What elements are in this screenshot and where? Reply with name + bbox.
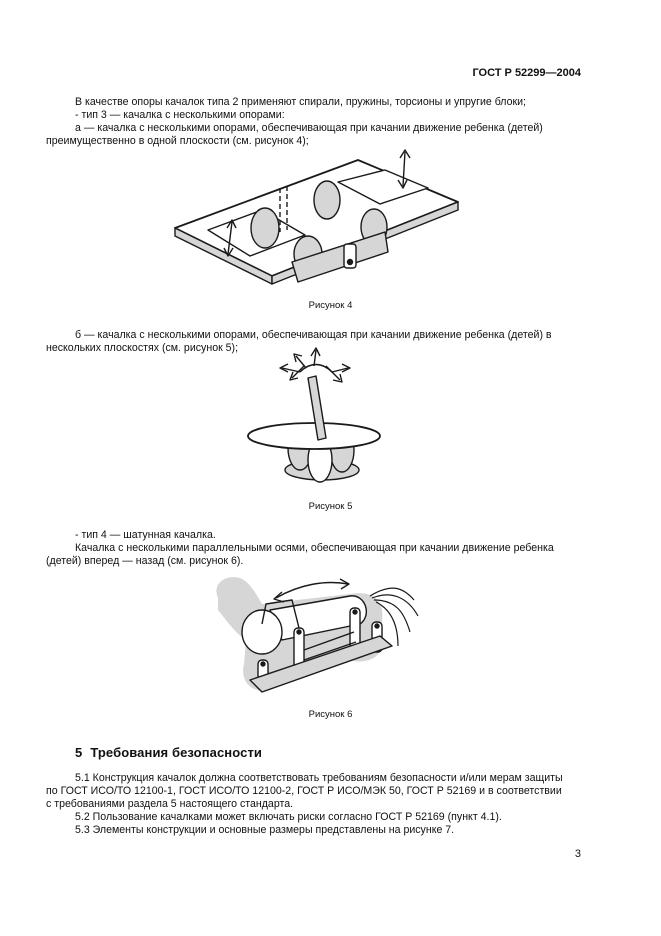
fig6-link (258, 660, 268, 690)
fig5-platform (248, 423, 380, 449)
fig4-roller (314, 181, 340, 219)
section-title: Требования безопасности (90, 745, 263, 760)
fig6-link (350, 608, 360, 648)
fig6-link (294, 628, 304, 670)
fig5-roller (330, 428, 354, 472)
clause-5-1-line3: с требованиями раздела 5 настоящего стандарта. (46, 798, 294, 810)
clause-5-1-line1: 5.1 Конструкция качалок должна соответствовать требованиям безопасности и/или мерам защиты (75, 772, 563, 784)
standard-designation: ГОСТ Р 52299—2004 (472, 67, 581, 79)
intro-line: В качестве опоры качалок типа 2 применяют спирали, пружины, торсионы и упругие блоки; (75, 96, 526, 108)
fig5-roller (288, 426, 312, 470)
figure-5-caption: Рисунок 5 (308, 501, 353, 512)
clause-5-2: 5.2 Пользование качалками может включать риски согласно ГОСТ Р 52169 (пункт 4.1). (75, 811, 502, 823)
section-number: 5 (75, 745, 83, 760)
fig6-seat (270, 596, 366, 640)
fig5-base (285, 460, 359, 480)
clause-5-1-line2: по ГОСТ ИСО/ТО 12100-1, ГОСТ ИСО/ТО 12100-2, ГОСТ Р ИСО/МЭК 50, ГОСТ Р 52169 и в соответствии (46, 785, 562, 797)
fig4-board-edge (175, 228, 272, 284)
fig4-roller (361, 209, 387, 245)
fig4-drawing (175, 150, 458, 284)
type4-item: - тип 4 — шатунная качалка. (75, 529, 216, 541)
fig5-drawing (248, 348, 380, 482)
type4-line2: Качалка с несколькими параллельными осями, обеспечивающая при качании движение ребенка (75, 542, 554, 554)
type4-line3: (детей) вперед — назад (см. рисунок 6). (46, 555, 244, 567)
type3a-line1: а — качалка с несколькими опорами, обеспечивающая при качании движение ребенка (детей) (75, 122, 543, 134)
fig6-tail (370, 588, 418, 646)
type3b-line1: б — качалка с несколькими опорами, обеспечивающая при качании движение ребенка (детей) в (75, 329, 552, 341)
fig6-drawing (216, 577, 418, 692)
fig4-seat-right (338, 170, 428, 204)
fig4-board (175, 160, 458, 276)
fig4-bracket (344, 244, 356, 268)
fig4-roller (294, 236, 322, 272)
fig4-base (292, 232, 388, 282)
figure-4-caption: Рисунок 4 (308, 300, 353, 311)
fig5-roller (308, 438, 332, 482)
page-number: 3 (574, 848, 581, 860)
clause-5-3: 5.3 Элементы конструкции и основные размеры представлены на рисунке 7. (75, 824, 455, 836)
fig6-horse-body (216, 577, 382, 691)
figure-6-caption: Рисунок 6 (308, 709, 353, 720)
fig5-handle (308, 376, 326, 440)
type3b-line2: нескольких плоскостях (см. рисунок 5); (46, 342, 239, 354)
fig6-base (250, 636, 392, 692)
fig6-seat-end (242, 610, 282, 654)
fig4-roller (251, 208, 279, 248)
fig6-link (372, 622, 382, 652)
type3a-line2: преимущественно в одной плоскости (см. рисунок 4); (46, 135, 309, 147)
type3-item: - тип 3 — качалка с несколькими опорами: (75, 109, 285, 121)
section-5-heading (75, 746, 262, 759)
fig4-seat-left (208, 210, 305, 256)
